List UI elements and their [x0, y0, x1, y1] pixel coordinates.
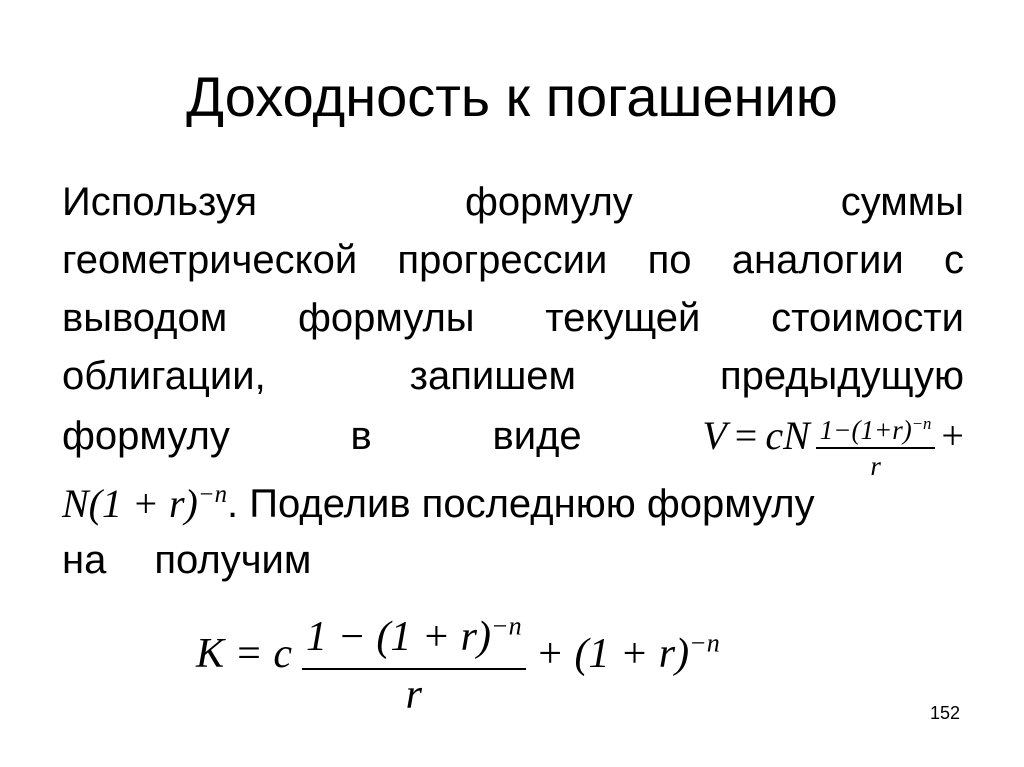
text-line-7 [62, 538, 964, 596]
text-line-5 [62, 412, 964, 480]
word: аналогии [731, 238, 904, 282]
display-fraction-numerator: $1 - (1 + r)^{-n}$ [306, 611, 522, 660]
word: геометрической [62, 238, 358, 282]
text-continuation: . Поделив последнюю формулу [227, 482, 815, 526]
formula-symbol-cn: cN [765, 413, 810, 458]
word: получим [154, 538, 312, 582]
word: суммы [840, 180, 964, 224]
formula-lhs: K = c [196, 631, 292, 677]
formula-tail: + $(1 + r)^{-n}$ [535, 628, 720, 677]
word: выводом [62, 296, 228, 340]
word: запишем [409, 354, 577, 398]
display-fraction [302, 612, 526, 720]
formula-equals: = [734, 413, 758, 458]
word: прогрессии [397, 238, 608, 282]
word: формулу [62, 414, 230, 458]
text-line-4 [62, 354, 964, 412]
text-line-3 [62, 296, 964, 354]
word: стоимости [771, 296, 964, 340]
inline-fraction [816, 415, 936, 481]
word: текущей [545, 296, 701, 340]
display-fraction-denominator: r [302, 668, 526, 720]
display-formula-inner [196, 600, 720, 718]
page-number: 152 [930, 703, 961, 723]
inline-formula [702, 412, 964, 491]
word: Используя [62, 180, 258, 224]
formula-plus: + [941, 413, 964, 458]
word: формулу [464, 180, 633, 224]
fraction-numerator: $1-(1+r)^{-n}$ [819, 413, 932, 445]
word: на [62, 538, 107, 582]
word: в [350, 414, 372, 458]
text-line-1 [62, 180, 964, 238]
word: предыдущую [719, 354, 964, 398]
word: формулы [297, 296, 475, 340]
fraction-denominator: r [816, 447, 936, 481]
word: по [647, 238, 692, 282]
text-line-2 [62, 238, 964, 296]
word: виде [492, 414, 582, 458]
formula-symbol-v: V [702, 413, 727, 458]
slide-body [62, 180, 964, 596]
formula-n-part: $N(1 + r)^{-n}$ [62, 481, 228, 526]
slide-title: Доходность к погашению [186, 65, 838, 128]
word: облигации, [62, 354, 266, 398]
word: с [943, 238, 964, 282]
